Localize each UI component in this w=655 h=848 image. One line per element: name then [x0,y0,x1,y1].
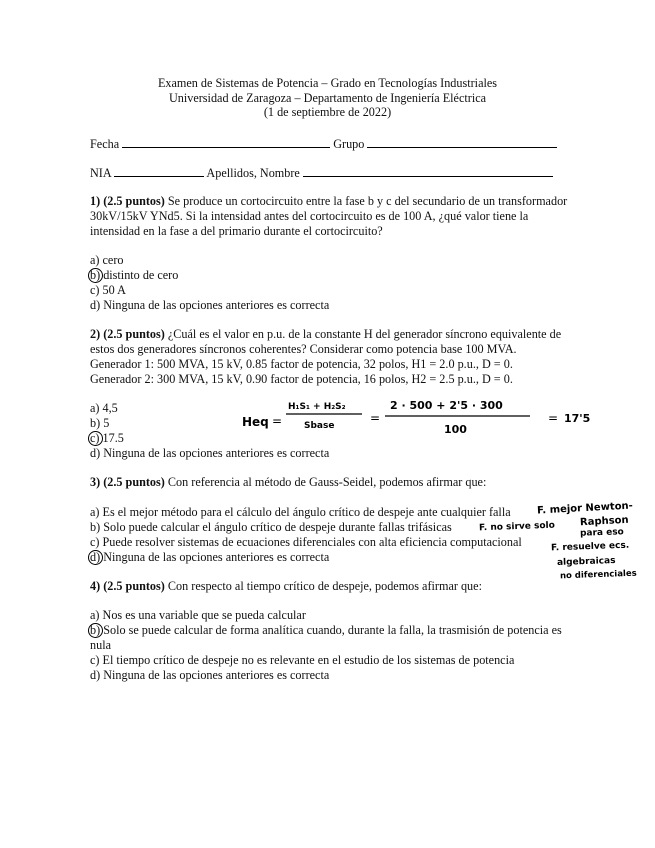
q1-points: (2.5 puntos) [103,194,165,208]
q2-option-a[interactable]: a) 4,5 [90,401,118,415]
handwritten-note-2: F. no sirve solo [478,520,556,534]
q4-option-d[interactable]: d) Ninguna de las opciones anteriores es correcta [90,668,330,682]
q1-option-c[interactable]: c) 50 A [90,283,126,297]
q1-option-d[interactable]: d) Ninguna de las opciones anteriores es correcta [90,298,330,312]
answer-circle-q2 [88,431,103,446]
apellidos-field[interactable] [303,165,553,177]
q3-option-c[interactable]: c) Puede resolver sistemas de ecuaciones diferenciales con alta eficiencia computacional [90,535,522,549]
q2-points: (2.5 puntos) [103,327,165,341]
apellidos-label: Apellidos, Nombre [206,166,300,180]
nia-label: NIA [90,166,111,180]
exam-date: (1 de septiembre de 2022) [263,105,392,119]
question-2 [90,327,580,357]
question-3 [90,475,570,490]
handwritten-formula [240,392,610,438]
formula-lhs: Heq [242,415,269,429]
q4-option-b[interactable]: b) Solo se puede calcular de forma analítica cuando, durante la falla, la trasmisión de potencia es nula [90,623,562,652]
question-4 [90,579,570,594]
formula-num2: 2 · 500 + 2'5 · 300 [390,399,503,412]
q1-option-a[interactable]: a) cero [90,253,124,267]
form-row-nia [90,165,553,181]
q2-number: 2) [90,327,101,341]
formula-den1: Sbase [304,421,335,431]
q3-option-a[interactable]: a) Es el mejor método para el cálculo del ángulo crítico de despeje ante cualquier falla [90,505,511,519]
answer-circle-q4 [88,623,103,638]
answer-circle-q3 [88,550,103,565]
nia-field[interactable] [114,165,204,177]
handwritten-note-3c: no diferenciales [559,568,637,582]
handwritten-note-3b: algebraicas [556,555,616,569]
q2-gen2: Generador 2: 300 MVA, 15 kV, 0.90 factor de potencia, 16 polos, H2 = 2.5 p.u., D = 0. [90,372,513,386]
handwritten-note-3: F. resuelve ecs. [550,540,630,554]
handwritten-note-1: F. mejor Newton- [536,500,634,517]
handwritten-note-1b: Raphson [579,514,629,529]
formula-den2: 100 [444,423,467,436]
q3-number: 3) [90,475,101,489]
grupo-field[interactable] [367,136,557,148]
q2-text: ¿Cuál es el valor en p.u. de la constante H del generador síncrono equivalente de estos dos generadores síncronos coherentes? Considerar como potencia base 100 MVA. [90,327,562,356]
formula-eq3: = [548,411,559,425]
form-row-fecha [90,136,557,152]
formula-result: 17'5 [564,412,591,425]
exam-header [0,76,655,120]
formula-num1: H₁S₁ + H₂S₂ [288,402,346,412]
question-1 [90,194,570,239]
q3-text: Con referencia al método de Gauss-Seidel, podemos afirmar que: [164,475,487,489]
q2-gen1: Generador 1: 500 MVA, 15 kV, 0.85 factor de potencia, 32 polos, H1 = 2.0 p.u., D = 0. [90,357,513,371]
grupo-label: Grupo [333,137,365,151]
q3-option-b[interactable]: b) Solo puede calcular el ángulo crítico de despeje durante fallas trifásicas [90,520,452,534]
q4-option-a[interactable]: a) Nos es una variable que se pueda calcular [90,608,306,622]
q2-option-b[interactable]: b) 5 [90,416,110,430]
q1-text: Se produce un cortocircuito entre la fase b y c del secundario de un transformador 30kV/15kV YNd5. Si la intensidad antes del cortocircuito es de 100 A, ¿qué valor tiene la intensidad en la fase a del primario durante el cortocircuito? [90,194,568,238]
handwritten-note-2b: para eso [579,527,624,539]
formula-eq2: = [370,411,381,425]
q4-option-c[interactable]: c) El tiempo crítico de despeje no es relevante en el estudio de los sistemas de potencia [90,653,515,667]
answer-circle-q1 [88,268,103,283]
exam-title: Examen de Sistemas de Potencia – Grado en Tecnologías Industriales [157,76,498,90]
q2-option-d[interactable]: d) Ninguna de las opciones anteriores es correcta [90,446,330,460]
q4-text: Con respecto al tiempo crítico de despeje, podemos afirmar que: [164,579,482,593]
fecha-label: Fecha [90,137,120,151]
q4-points: (2.5 puntos) [103,579,165,593]
q2-option-c[interactable]: c) 17.5 [90,431,124,445]
q1-option-b[interactable]: b) distinto de cero [90,268,179,282]
q1-number: 1) [90,194,101,208]
q3-points: (2.5 puntos) [103,475,165,489]
formula-eq1: = [272,414,283,428]
q3-option-d[interactable]: d) Ninguna de las opciones anteriores es correcta [90,550,330,564]
q4-number: 4) [90,579,101,593]
fecha-field[interactable] [122,136,330,148]
exam-university: Universidad de Zaragoza – Departamento de Ingeniería Eléctrica [168,90,487,105]
